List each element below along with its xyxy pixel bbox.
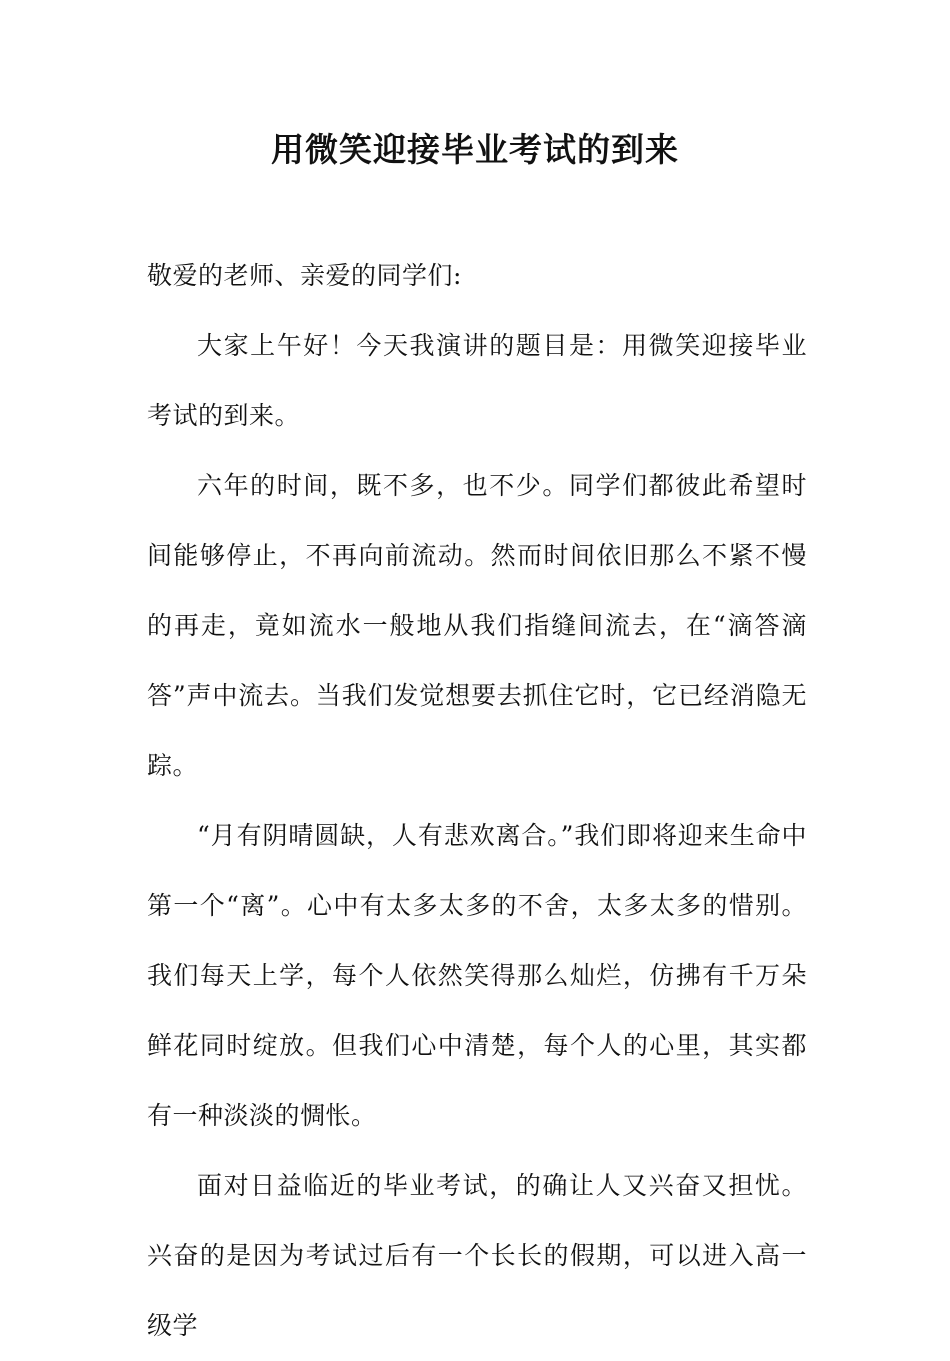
- paragraph-2: 六年的时间，既不多，也不少。同学们都彼此希望时间能够停止，不再向前流动。然而时间依旧那么不紧不慢的再走，竟如流水一般地从我们指缝间流去，在“滴答滴答”声中流去。当我们发觉想要去抓住它时，它已经消隐无踪。: [147, 471, 807, 780]
- document-title: 用微笑迎接毕业考试的到来: [271, 130, 679, 169]
- paragraph-4: 面对日益临近的毕业考试，的确让人又兴奋又担忧。兴奋的是因为考试过后有一个长长的假期，可以进入高一级学: [147, 1171, 807, 1340]
- document-body: [147, 241, 807, 1361]
- paragraph-3: “月有阴晴圆缺，人有悲欢离合。”我们即将迎来生命中第一个“离”。心中有太多太多的不舍，太多太多的惜别。我们每天上学，每个人依然笑得那么灿烂，仿拂有千万朵鲜花同时绽放。但我们心中清楚，每个人的心里，其实都有一种淡淡的惆怅。: [147, 821, 807, 1130]
- salutation: 敬爱的老师、亲爱的同学们:: [147, 261, 462, 290]
- paragraph-1: 大家上午好！今天我演讲的题目是：用微笑迎接毕业考试的到来。: [147, 331, 807, 430]
